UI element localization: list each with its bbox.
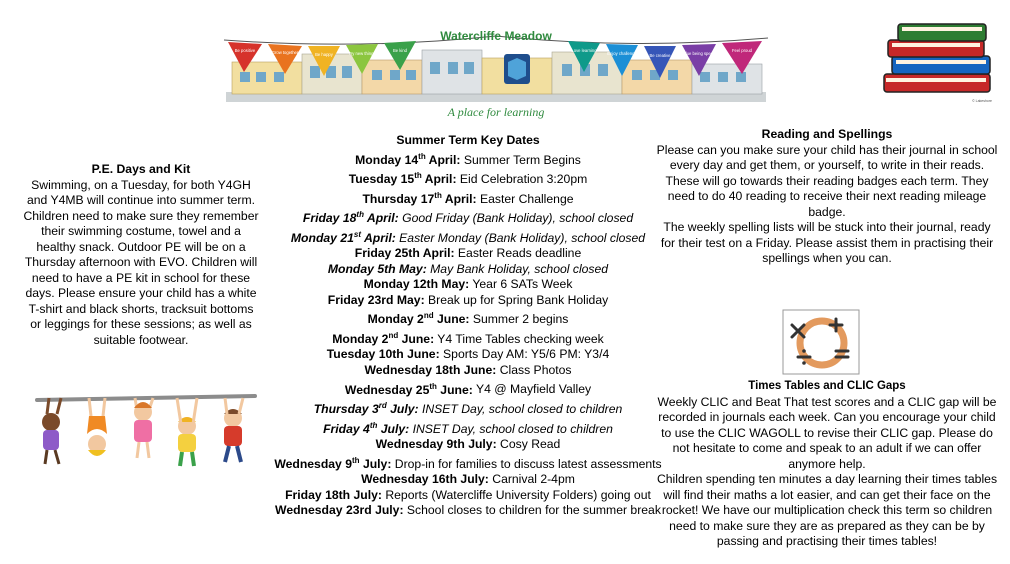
key-date-event: Drop-in for families to discuss latest assessments (391, 456, 662, 471)
key-date-day: Monday 2 (367, 312, 424, 327)
key-date-month: July: (386, 402, 419, 417)
flag-label-8: Be creative (649, 53, 671, 58)
key-date-date (362, 192, 476, 206)
key-date-day: Wednesday 23rd July: (275, 503, 404, 518)
key-date-suffix: th (418, 151, 426, 161)
children-on-bar-illustration (33, 384, 259, 468)
reading-paragraph-1: Please can you make sure your child has their journal in school every day and get them, or yourself, to write in their reads. These will go towards their reading badges each term. They need to do 40 reading to receive their next reading mileage badge. (656, 142, 998, 219)
school-building-illustration (222, 14, 770, 124)
flag-label-7: Enjoy challenge (607, 51, 637, 56)
key-date-suffix: nd (423, 311, 434, 321)
key-date-month: April: (425, 152, 461, 167)
key-date-month: April: (441, 191, 477, 206)
key-date-row (272, 227, 664, 247)
key-date-event: INSET Day, school closed to children (418, 402, 623, 417)
flag-label-1: Be positive (234, 48, 256, 53)
key-date-row (272, 398, 664, 418)
key-date-date (285, 488, 382, 502)
key-date-row (272, 168, 664, 188)
key-date-event: Cosy Read (496, 437, 561, 452)
key-date-row (272, 246, 664, 262)
key-date-suffix: th (356, 210, 364, 220)
math-symbols-icon (782, 309, 860, 375)
key-date-date (332, 332, 434, 346)
books-icon (872, 12, 1006, 108)
key-date-date (327, 347, 440, 361)
key-date-date (376, 437, 497, 451)
key-date-day: Wednesday 9 (274, 456, 352, 471)
flag-label-9: Value being special (680, 51, 718, 56)
key-date-event: Easter Reads deadline (454, 246, 582, 261)
key-date-month: July: (377, 421, 410, 436)
key-date-suffix: th (369, 420, 378, 430)
flag-label-6: Love learning (571, 48, 597, 53)
key-date-row (272, 488, 664, 504)
key-date-day: Thursday 17 (362, 191, 435, 206)
key-date-day: Friday 23rd May: (327, 292, 425, 307)
key-date-date (274, 457, 391, 471)
key-date-date (361, 472, 489, 486)
flag-label-2: Grow together (271, 50, 299, 55)
key-date-day: Monday 21 (290, 230, 354, 245)
flag-label-5: Be kind (393, 48, 407, 53)
key-date-day: Wednesday 16th July: (361, 472, 489, 487)
key-date-row (272, 328, 664, 348)
school-tagline: A place for learning (447, 105, 545, 119)
key-date-day: Monday 14 (355, 152, 419, 167)
key-date-event: Summer Term Begins (460, 152, 581, 167)
key-date-row (272, 363, 664, 379)
key-date-date (314, 402, 419, 416)
key-date-row (272, 418, 664, 438)
key-date-row (272, 308, 664, 328)
key-date-row (272, 149, 664, 169)
key-date-event: Eid Celebration 3:20pm (456, 172, 588, 187)
key-date-event: Y4 @ Mayfield Valley (472, 382, 592, 397)
key-date-day: Friday 25th April: (354, 246, 455, 261)
key-date-event: Summer 2 begins (469, 312, 569, 327)
times-tables-paragraph-2: Children spending ten minutes a day learning their times tables will find their maths a lot easier, and can get their face on the rocket! We have our multiplication check this term so children need to make sure they are as prepared as they can be by passing and practising their times tables! (656, 472, 998, 548)
key-date-month: June: (436, 382, 473, 397)
key-date-date (275, 503, 403, 517)
key-date-row (272, 453, 664, 473)
key-date-date (355, 153, 460, 167)
key-date-day: Monday 2 (332, 331, 389, 346)
key-date-day: Wednesday 9th July: (375, 437, 497, 452)
key-date-event: Year 6 SATs Week (469, 277, 573, 292)
key-date-month: June: (398, 331, 435, 346)
key-date-day: Tuesday 10th June: (326, 347, 440, 362)
reading-heading: Reading and Spellings (761, 127, 893, 141)
pe-body: Swimming, on a Tuesday, for both Y4GH and Y4MB will continue into summer term. Children need to make sure they remember their swimming costume, towel and a healthy snack. Outdoor PE will be on a Thursday afternoon with EVO. Children will need to have a PE kit in school for these days. Please ensure your child has a white T-shirt and black shorts, tracksuit bottoms or leggings for these sessions; as well as suitable footwear. (23, 177, 259, 347)
key-date-event: Break up for Spring Bank Holiday (424, 292, 609, 307)
key-date-date (368, 312, 470, 326)
key-date-event: School closes to children for the summer break (403, 503, 661, 518)
pe-section (22, 162, 260, 348)
key-date-month: April: (363, 211, 399, 226)
key-date-event: Reports (Watercliffe University Folders) going out (381, 487, 651, 502)
key-date-date (328, 262, 427, 276)
key-date-day: Tuesday 15 (348, 172, 415, 187)
key-date-event: Sports Day AM: Y5/6 PM: Y3/4 (439, 347, 610, 362)
key-date-row (272, 188, 664, 208)
key-date-event: Y4 Time Tables checking week (434, 331, 604, 346)
key-date-month: July: (359, 456, 392, 471)
key-date-month: June: (433, 312, 470, 327)
key-date-day: Friday 18 (302, 211, 357, 226)
key-date-event: May Bank Holiday, school closed (426, 261, 609, 276)
key-date-row (272, 437, 664, 453)
key-date-row (272, 347, 664, 363)
school-name: Watercliffe Meadow (440, 29, 552, 43)
key-date-row (272, 503, 664, 519)
key-date-date (364, 363, 496, 377)
key-dates-section (272, 133, 664, 519)
key-date-date (291, 231, 396, 245)
key-date-date (349, 172, 457, 186)
key-date-event: Good Friday (Bank Holiday), school closed (398, 211, 634, 226)
flag-label-3: Be happy (315, 52, 333, 57)
key-dates-list (272, 149, 664, 519)
key-date-event: Class Photos (496, 362, 572, 377)
key-date-date (364, 277, 470, 291)
key-date-suffix: th (429, 381, 437, 391)
key-date-row (272, 293, 664, 309)
key-date-event: Easter Challenge (476, 191, 574, 206)
key-date-date (345, 383, 473, 397)
key-date-row (272, 472, 664, 488)
books-icon-caption: © Lakeshore (972, 99, 992, 103)
pe-heading: P.E. Days and Kit (91, 162, 191, 176)
flag-label-10: Feel proud (731, 48, 753, 53)
key-date-month: April: (421, 172, 457, 187)
flag-label-4: Try new things (348, 51, 376, 56)
times-tables-paragraph-1: Weekly CLIC and Beat That test scores and a CLIC gap will be recorded in journals each week. Can you encourage your child to use the CLIC WAGOLL to revise their CLIC gap. Please do not hesitate to come and speak to an adult if we can offer anymore help. (657, 394, 997, 471)
key-date-month: April: (361, 230, 396, 245)
times-tables-heading: Times Tables and CLIC Gaps (748, 380, 906, 392)
key-date-event: Carnival 2-4pm (488, 472, 575, 487)
times-tables-section (656, 379, 998, 550)
reading-paragraph-2: The weekly spelling lists will be stuck into their journal, ready for their test on a Friday. Please assist them in practising their spellings when you can. (660, 220, 994, 265)
school-banner (222, 14, 770, 124)
key-date-day: Monday 12th May: (363, 277, 470, 292)
key-date-event: Easter Monday (Bank Holiday), school closed (395, 230, 646, 245)
key-date-day: Wednesday 25 (344, 382, 430, 397)
key-date-event: INSET Day, school closed to children (409, 421, 613, 436)
key-dates-heading: Summer Term Key Dates (396, 133, 540, 147)
key-date-suffix: th (414, 171, 422, 181)
key-date-row (272, 262, 664, 278)
key-date-suffix: nd (388, 330, 399, 340)
reading-section (656, 127, 998, 267)
key-date-day: Friday 4 (323, 421, 370, 436)
key-date-day: Wednesday 18th June: (364, 362, 497, 377)
key-date-day: Monday 5th May: (327, 261, 427, 276)
key-date-row (272, 378, 664, 398)
key-date-row (272, 277, 664, 293)
key-date-date (355, 246, 455, 260)
key-date-date (323, 422, 409, 436)
key-date-suffix: th (352, 455, 360, 465)
key-date-day: Thursday 3 (313, 402, 379, 417)
key-date-suffix: rd (378, 401, 387, 410)
key-date-row (272, 207, 664, 227)
key-date-suffix: th (434, 190, 442, 200)
key-date-suffix: st (353, 229, 362, 239)
key-date-date (303, 211, 399, 225)
key-date-day: Friday 18th July: (285, 487, 382, 502)
key-date-date (328, 293, 425, 307)
